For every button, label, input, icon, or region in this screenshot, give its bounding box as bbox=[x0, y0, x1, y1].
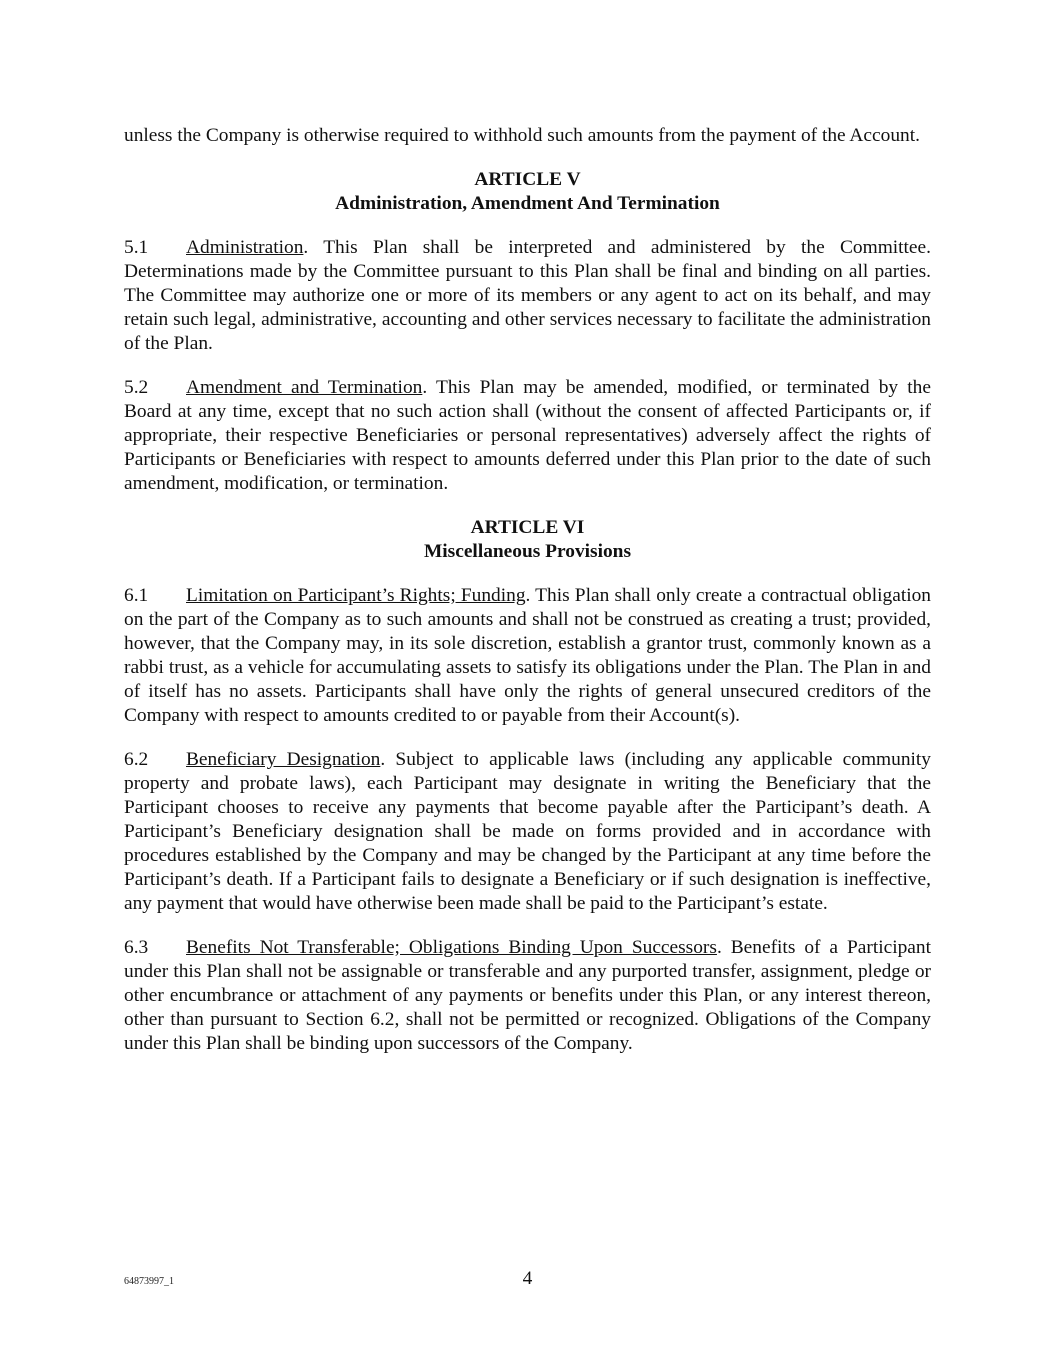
section-body: . This Plan shall be interpreted and administered by the Committee. Determinations made by the Committee pursuant to this Plan shall be final and binding on all parties. The Committee may authorize one or more of its members or any agent to act on its behalf, and may retain such legal, administrative, accounting and other services necessary to facilitate the administration of the Plan. bbox=[124, 237, 931, 354]
section-6-3 bbox=[124, 936, 931, 1056]
section-6-1 bbox=[124, 584, 931, 728]
section-body: . This Plan may be amended, modified, or terminated by the Board at any time, except that no such action shall (without the consent of affected Participants or, if appropriate, their respective Beneficiaries or personal representatives) adversely affect the rights of Participants or Beneficiaries with respect to amounts deferred under this Plan prior to the date of such amendment, modification, or termination. bbox=[124, 377, 931, 494]
article-6-heading bbox=[124, 516, 931, 564]
section-title: Benefits Not Transferable; Obligations Binding Upon Successors bbox=[186, 937, 717, 958]
section-title: Limitation on Participant’s Rights; Funding bbox=[186, 585, 526, 606]
section-number: 5.2 bbox=[124, 377, 149, 398]
document-id: 64873997_1 bbox=[124, 1276, 174, 1287]
section-5-1 bbox=[124, 236, 931, 356]
section-body: . This Plan shall only create a contractual obligation on the part of the Company as to such amounts and shall not be construed as creating a trust; provided, however, that the Company may, in its sole discretion, establish a grantor trust, commonly known as a rabbi trust, as a vehicle for accumulating assets to satisfy its obligations under the Plan. The Plan in and of itself has no assets. Participants shall have only the rights of general unsecured creditors of the Company with respect to amounts credited to or payable from their Account(s). bbox=[124, 585, 931, 726]
article-5-heading bbox=[124, 168, 931, 216]
page-number: 4 bbox=[522, 1268, 533, 1289]
article-5-label: ARTICLE V bbox=[474, 169, 581, 190]
section-number: 6.3 bbox=[124, 937, 149, 958]
section-number: 6.2 bbox=[124, 749, 149, 770]
article-5-title: Administration, Amendment And Termination bbox=[335, 193, 720, 214]
section-title: Beneficiary Designation bbox=[186, 749, 381, 770]
section-number: 5.1 bbox=[124, 237, 149, 258]
intro-paragraph: unless the Company is otherwise required to withhold such amounts from the payment of the Account. bbox=[124, 125, 920, 146]
section-5-2 bbox=[124, 376, 931, 496]
article-6-title: Miscellaneous Provisions bbox=[423, 541, 632, 562]
section-body: . Benefits of a Participant under this Plan shall not be assignable or transferable and any purported transfer, assignment, pledge or other encumbrance or attachment of any payments or benefits under this Plan, or any interest thereon, other than pursuant to Section 6.2, shall not be permitted or recognized. Obligations of the Company under this Plan shall be binding upon successors of the Company. bbox=[124, 937, 931, 1054]
section-title: Amendment and Termination bbox=[186, 377, 423, 398]
section-6-2 bbox=[124, 748, 931, 916]
section-body: . Subject to applicable laws (including any applicable community property and probate laws), each Participant may designate in writing the Beneficiary that the Participant chooses to receive any payments that become payable after the Participant’s death. A Participant’s Beneficiary designation shall be made on forms provided and in accordance with procedures established by the Company and may be changed by the Participant at any time before the Participant’s death. If a Participant fails to designate a Beneficiary or if such designation is ineffective, any payment that would have otherwise been made shall be paid to the Participant’s estate. bbox=[124, 749, 931, 914]
document-page bbox=[124, 124, 931, 1056]
section-title: Administration bbox=[186, 237, 304, 258]
article-6-label: ARTICLE VI bbox=[470, 517, 585, 538]
section-number: 6.1 bbox=[124, 585, 149, 606]
